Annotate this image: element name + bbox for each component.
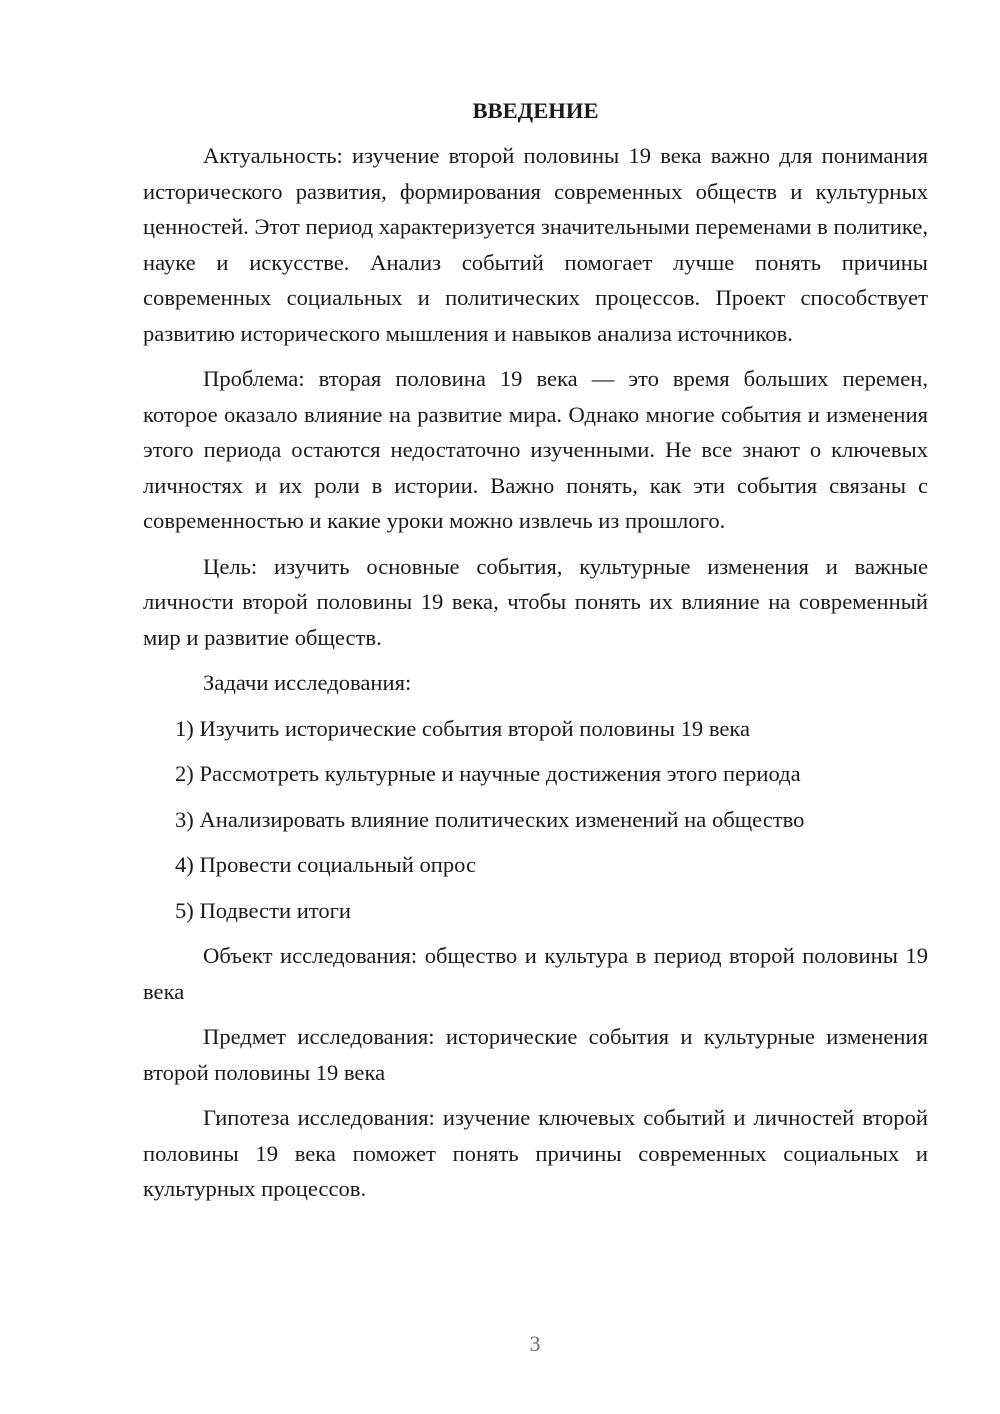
problem-paragraph: Проблема: вторая половина 19 века — это время больших перемен, которое оказало влияние на развитие мира. Однако многие события и изменения этого периода остаются недостаточно изученными. Не все знают о ключевых личностях и их роли в истории. Важно понять, как эти события связаны с современностью и какие уроки можно извлечь из прошлого. bbox=[143, 366, 928, 533]
task-item: 4) Провести социальный опрос bbox=[175, 852, 477, 877]
task-item: 3) Анализировать влияние политических изменений на общество bbox=[175, 806, 805, 832]
relevance-paragraph: Актуальность: изучение второй половины 19 века важно для понимания исторического развития, формирования современных обществ и культурных ценностей. Этот период характеризуется значительными переменами в политике, науке и искусстве. Анализ событий помогает лучше понять причины современных социальных и политических процессов. Проект способствует развитию исторического мышления и навыков анализа источников. bbox=[143, 143, 928, 346]
page-title: ВВЕДЕНИЕ bbox=[472, 98, 599, 123]
task-item: 5) Подвести итоги bbox=[175, 897, 352, 923]
hypothesis-paragraph: Гипотеза исследования: изучение ключевых событий и личностей второй половины 19 века поможет понять причины современных социальных и культурных процессов. bbox=[143, 1105, 928, 1201]
page-number: 3 bbox=[529, 1331, 541, 1356]
task-item: 2) Рассмотреть культурные и научные достижения этого периода bbox=[175, 761, 801, 786]
document-body bbox=[143, 94, 928, 1217]
subject-paragraph: Предмет исследования: исторические события и культурные изменения второй половины 19 века bbox=[143, 1024, 928, 1085]
tasks-heading: Задачи исследования: bbox=[203, 670, 412, 695]
task-item: 1) Изучить исторические события второй половины 19 века bbox=[175, 715, 751, 741]
goal-paragraph: Цель: изучить основные события, культурные изменения и важные личности второй половины 19 века, чтобы понять их влияние на современный мир и развитие обществ. bbox=[143, 553, 928, 650]
object-paragraph: Объект исследования: общество и культура в период второй половины 19 века bbox=[143, 943, 928, 1004]
